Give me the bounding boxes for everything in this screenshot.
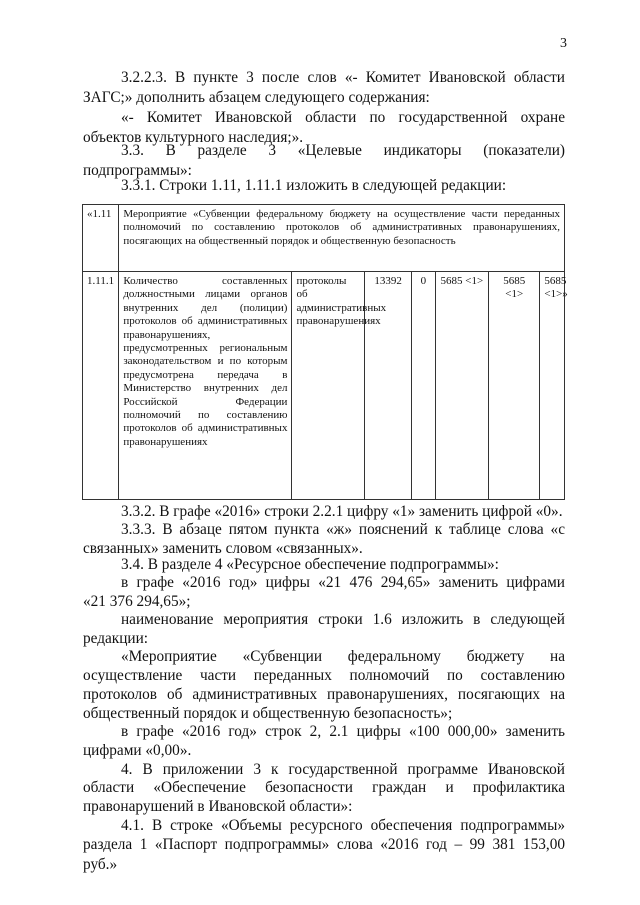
table-cell-value: 5685 <1>: [435, 272, 488, 500]
paragraph-line: редакции:: [83, 630, 149, 647]
paragraph-line: наименование мероприятия строки 1.6 изложить в следующей: [121, 611, 565, 628]
paragraph-line: связанных» заменить словом «связанных».: [83, 540, 363, 557]
paragraph-line: 3.4. В разделе 4 «Ресурсное обеспечение подпрограммы»:: [121, 556, 499, 573]
paragraph-line: 4.1. В строке «Объемы ресурсного обеспечения подпрограммы»: [121, 817, 565, 834]
paragraph-line: осуществление части переданных полномочий по составлению: [83, 667, 565, 684]
table-cell-activity: Мероприятие «Субвенции федеральному бюджету на осуществление части переданных полномочий по составлению протоколов об административных правонарушениях, посягающих на общественный порядок и общественную безопасность: [119, 205, 565, 272]
table-cell-value: 5685 <1>: [489, 272, 540, 500]
page-number: 3: [560, 36, 567, 51]
table-cell-indicator-name: Количество составленных должностными лицами органов внутренних дел (полиции) протоколов об административных правонарушениях, предусмотренных региональным законодательством и по которым предусмотрена передача в Министерство внутренних дел Российской Федерации полномочий по составлению протоколов об административных правонарушениях: [119, 272, 292, 500]
indicators-table: [82, 204, 568, 500]
paragraph-line: цифрами «0,00».: [83, 742, 192, 759]
table-row: [83, 272, 565, 500]
paragraph-line: 3.3.3. В абзаце пятом пункта «ж» пояснений к таблице слова «с: [121, 521, 565, 538]
paragraph-line: ЗАГС;» дополнить абзацем следующего содержания:: [83, 89, 430, 106]
paragraph-line: 3.3. В разделе 3 «Целевые индикаторы (показатели): [121, 142, 565, 159]
paragraph-line: 3.3.2. В графе «2016» строки 2.2.1 цифру «1» заменить цифрой «0».: [121, 503, 563, 520]
paragraph-line: правонарушений в Ивановской области»:: [83, 798, 353, 815]
paragraph-line: 4. В приложении 3 к государственной программе Ивановской: [121, 761, 565, 778]
table-row: [83, 205, 565, 272]
paragraph-line: «Мероприятие «Субвенции федеральному бюджету на: [121, 648, 565, 665]
paragraph-line: общественный порядок и общественную безопасность»;: [83, 705, 453, 722]
table-cell-number: «1.11: [83, 205, 119, 272]
paragraph-line: «21 376 294,65»;: [83, 593, 191, 610]
table-cell-value: 13392: [365, 272, 412, 500]
paragraph-line: 3.3.1. Строки 1.11, 1.11.1 изложить в следующей редакции:: [121, 177, 507, 194]
table-cell-value: 5685 <1>»: [540, 272, 565, 500]
table-cell-number: 1.11.1: [83, 272, 119, 500]
paragraph-line: подпрограммы»:: [83, 162, 192, 179]
paragraph-line: в графе «2016 год» строк 2, 2.1 цифры «100 000,00» заменить: [121, 723, 565, 740]
paragraph-line: в графе «2016 год» цифры «21 476 294,65» заменить цифрами: [121, 574, 565, 591]
paragraph-line: 3.2.2.3. В пункте 3 после слов «- Комитет Ивановской области: [121, 69, 565, 86]
paragraph-line: протоколов об административных правонарушениях, посягающих на: [83, 686, 565, 703]
paragraph-line: раздела 1 «Паспорт подпрограммы» слова «2016 год – 99 381 153,00 руб.»: [83, 836, 565, 873]
paragraph-line: области «Обеспечение безопасности граждан и профилактика: [83, 779, 565, 796]
table-cell-unit: протоколы об административных правонарушениях: [292, 272, 365, 500]
paragraph-line: «- Комитет Ивановской области по государственной охране: [121, 109, 565, 126]
paragraph-line: объектов культурного наследия;».: [83, 129, 304, 146]
table-cell-value: 0: [412, 272, 436, 500]
